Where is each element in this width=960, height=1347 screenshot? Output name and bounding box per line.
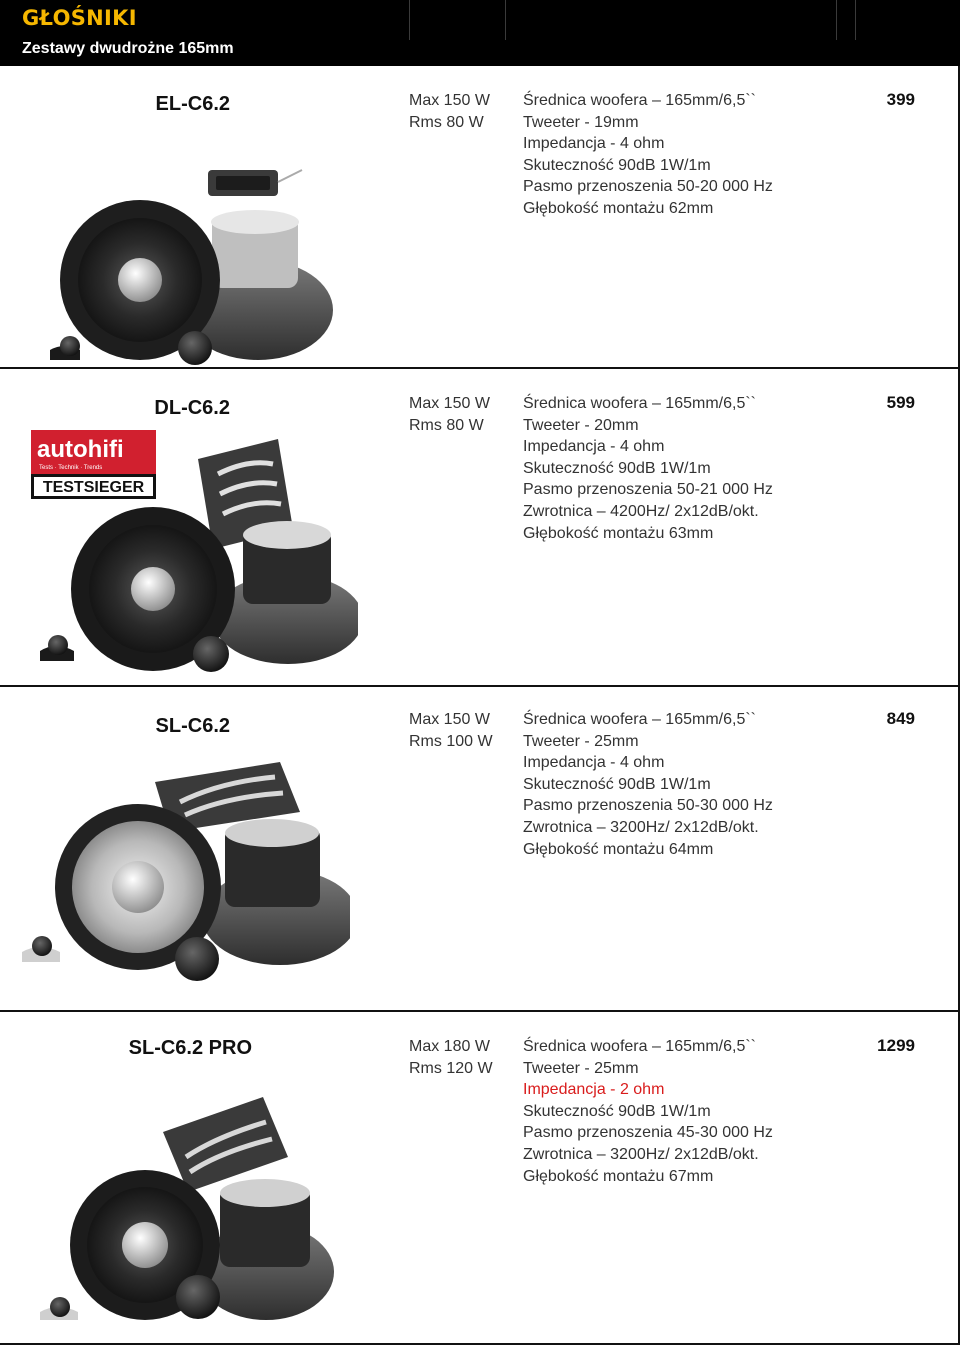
power-max: Max 180 W (409, 1038, 490, 1055)
spec-line: Tweeter - 19mm (523, 113, 639, 131)
product-price: 399 (886, 90, 915, 109)
speaker-set-photo (40, 150, 350, 365)
header-divider (505, 0, 506, 40)
spec-line: Zwrotnica – 3200Hz/ 2x12dB/okt. (523, 1145, 759, 1163)
category-title: GŁOŚNIKI (22, 6, 137, 30)
tweeter-icon (193, 636, 229, 672)
svg-text:autohifi: autohifi (37, 436, 124, 463)
product-price: 849 (886, 709, 915, 728)
spec-line: Impedancja - 4 ohm (523, 135, 665, 153)
tweeter-icon (178, 331, 212, 365)
category-subtitle: Zestawy dwudrożne 165mm (22, 40, 234, 57)
page-header (0, 0, 960, 66)
header-divider (409, 0, 410, 40)
tweeter-icon (175, 937, 219, 981)
spec-line: Głębokość montażu 62mm (523, 199, 714, 217)
product-price: 599 (886, 393, 915, 412)
tweeter-icon (176, 1275, 220, 1319)
spec-line: Zwrotnica – 3200Hz/ 2x12dB/okt. (523, 818, 759, 836)
spec-line: Skuteczność 90dB 1W/1m (523, 775, 711, 793)
spec-line: Tweeter - 25mm (523, 1059, 639, 1077)
power-rms: Rms 80 W (409, 113, 484, 131)
product-model: DL-C6.2 (154, 397, 230, 419)
spec-line: Impedancja - 4 ohm (523, 438, 665, 456)
power-rms: Rms 100 W (409, 732, 493, 750)
product-specs (523, 393, 773, 544)
speaker-set-photo (20, 747, 350, 982)
spec-line: Średnica woofera – 165mm/6,5`` (523, 92, 756, 109)
svg-text:Tests · Technik · Trends: Tests · Technik · Trends (39, 465, 103, 471)
spec-line-highlight: Impedancja - 2 ohm (523, 1081, 665, 1099)
power-max: Max 150 W (409, 395, 490, 412)
product-power (409, 1036, 493, 1079)
header-divider (836, 0, 837, 40)
product-row (0, 369, 960, 687)
power-rms: Rms 120 W (409, 1059, 493, 1077)
spec-line: Pasmo przenoszenia 50-30 000 Hz (523, 797, 773, 815)
spec-line: Średnica woofera – 165mm/6,5`` (523, 395, 756, 412)
power-max: Max 150 W (409, 92, 490, 109)
product-specs (523, 1036, 773, 1187)
spec-line: Pasmo przenoszenia 50-21 000 Hz (523, 481, 773, 499)
product-row (0, 687, 960, 1012)
svg-text:TESTSIEGER: TESTSIEGER (42, 479, 145, 496)
product-model: SL-C6.2 PRO (128, 1037, 252, 1059)
spec-line: Skuteczność 90dB 1W/1m (523, 156, 711, 174)
header-divider (855, 0, 856, 40)
product-power (409, 709, 493, 752)
product-specs (523, 90, 773, 220)
power-max: Max 150 W (409, 711, 490, 728)
spec-line: Pasmo przenoszenia 50-20 000 Hz (523, 178, 773, 196)
spec-line: Tweeter - 20mm (523, 416, 639, 434)
product-model: EL-C6.2 (155, 93, 230, 115)
spec-line: Skuteczność 90dB 1W/1m (523, 459, 711, 477)
product-row (0, 1012, 960, 1345)
spec-line: Tweeter - 25mm (523, 732, 639, 750)
power-rms: Rms 80 W (409, 416, 484, 434)
spec-line: Impedancja - 4 ohm (523, 754, 665, 772)
speaker-set-photo (38, 1097, 338, 1332)
spec-line: Skuteczność 90dB 1W/1m (523, 1102, 711, 1120)
product-price: 1299 (877, 1036, 915, 1055)
spec-line: Pasmo przenoszenia 45-30 000 Hz (523, 1124, 773, 1142)
spec-line: Średnica woofera – 165mm/6,5`` (523, 1038, 756, 1055)
product-specs (523, 709, 773, 860)
speaker-set-photo (38, 439, 358, 679)
crossover-icon (163, 1097, 288, 1192)
spec-line: Głębokość montażu 67mm (523, 1167, 714, 1185)
product-row (0, 66, 960, 369)
spec-line: Zwrotnica – 4200Hz/ 2x12dB/okt. (523, 502, 759, 520)
product-model: SL-C6.2 (155, 715, 230, 737)
product-power (409, 393, 490, 436)
product-power (409, 90, 490, 133)
spec-line: Średnica woofera – 165mm/6,5`` (523, 711, 756, 728)
spec-line: Głębokość montażu 63mm (523, 524, 714, 542)
spec-line: Głębokość montażu 64mm (523, 840, 714, 858)
